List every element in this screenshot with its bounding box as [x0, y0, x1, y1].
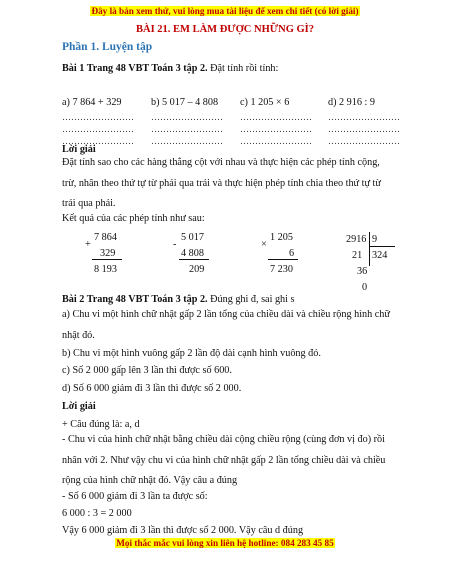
- answer-dots: ……………………: [62, 112, 134, 122]
- solution-2-explanation: - Chu vi của hình chữ nhật bằng chiều dài cộng chiều rộng (cùng đơn vị đo) rồi nhân với 2. Như vậy chu vi của hình chữ nhật gấp 2 lần tổng chiều dài và chiều rộng của hình chữ nhật đó. Vậy câu a đúng: [62, 434, 386, 486]
- answer-dots: ……………………: [62, 124, 134, 134]
- calc-b-result: 209: [189, 264, 205, 275]
- calc-c-bottom: 6: [289, 248, 295, 259]
- document-title: BÀI 21. EM LÀM ĐƯỢC NHỮNG GÌ?: [135, 24, 314, 35]
- exercise-2-heading-bold: Bài 2 Trang 48 VBT Toán 3 tập 2.: [62, 294, 208, 305]
- section-heading: Phần 1. Luyện tập: [62, 41, 153, 53]
- exercise-1-heading-bold: Bài 1 Trang 48 VBT Toán 3 tập 2.: [62, 63, 208, 74]
- calc-b-operator: -: [173, 239, 177, 250]
- calc-b-top: 5 017: [181, 232, 204, 243]
- answer-dots: ……………………: [328, 112, 400, 122]
- hotline-banner: [0, 538, 450, 548]
- exercise-2-statement-b: b) Chu vi một hình vuông gấp 2 lần độ dài cạnh hình vuông đó.: [62, 348, 321, 359]
- exercise-1-heading-text: Đặt tính rồi tính:: [207, 63, 279, 74]
- solution-1-result-intro: Kết quả của các phép tính như sau:: [62, 213, 205, 224]
- calc-a-result: 8 193: [94, 264, 117, 275]
- calc-d-divisor: 9: [372, 234, 378, 245]
- calc-a-bottom: 329: [100, 248, 116, 259]
- calc-a-rule: [92, 259, 122, 260]
- calc-c-rule: [268, 259, 298, 260]
- exercise-2-statement-d: d) Số 6 000 giảm đi 3 lần thì được số 2 000.: [62, 383, 242, 394]
- calc-a-top: 7 864: [94, 232, 117, 243]
- calc-d-remainder-3: 0: [362, 282, 368, 293]
- calc-d-divider-line: [369, 232, 370, 266]
- answer-dots: ……………………: [62, 136, 134, 146]
- preview-banner-text: Đây là bản xem thử, vui lòng mua tài liệu để xem chi tiết (có lời giải): [91, 6, 359, 16]
- solution-2-answer: + Câu đúng là: a, d: [62, 419, 140, 430]
- preview-banner: [0, 6, 450, 16]
- calc-d-dividend: 2916: [346, 234, 367, 245]
- exercise-1-item-a: a) 7 864 + 329: [62, 97, 122, 108]
- solution-2-conclusion: Vậy 6 000 giảm đi 3 lần thì được số 2 000. Vậy câu d đúng: [62, 525, 304, 536]
- solution-heading-1: Lời giải: [62, 144, 96, 155]
- answer-dots: ……………………: [151, 136, 223, 146]
- calc-a-operator: +: [85, 239, 91, 250]
- calc-b-rule: [179, 259, 209, 260]
- answer-dots: ……………………: [240, 112, 312, 122]
- answer-dots: ……………………: [328, 136, 400, 146]
- exercise-1-item-b: b) 5 017 – 4 808: [151, 97, 219, 108]
- exercise-1-item-d: d) 2 916 : 9: [328, 97, 375, 108]
- solution-2-step: - Số 6 000 giảm đi 3 lần ta được số:: [62, 491, 208, 502]
- exercise-1-heading: [62, 63, 278, 75]
- solution-2-calculation: 6 000 : 3 = 2 000: [62, 508, 132, 519]
- exercise-2-statement-a: a) Chu vi một hình chữ nhật gấp 2 lần tổng của chiều dài và chiều rộng hình chữ nhật đó.: [62, 309, 390, 341]
- exercise-2-statement-c: c) Số 2 000 gấp lên 3 lần thì được số 600.: [62, 365, 232, 376]
- exercise-2-heading-text: Đúng ghi đ, sai ghi s: [207, 294, 295, 305]
- answer-dots: ……………………: [240, 124, 312, 134]
- calc-d-remainder-2: 36: [357, 266, 368, 277]
- answer-dots: ……………………: [151, 124, 223, 134]
- answer-dots: ……………………: [328, 124, 400, 134]
- solution-1-explanation: Đặt tính sao cho các hàng thẳng cột với nhau và thực hiện các phép tính cộng, trừ, nhân theo thứ tự từ phải qua trái và thực hiện phép tính chia theo thứ tự từ trái qua phải.: [62, 157, 381, 209]
- calc-d-quotient-rule: [369, 246, 395, 247]
- calc-c-operator: ×: [261, 239, 267, 250]
- answer-dots: ……………………: [240, 136, 312, 146]
- exercise-1-item-c: c) 1 205 × 6: [240, 97, 290, 108]
- hotline-banner-text: Mọi thắc mắc vui lòng xin liên hệ hotline: 084 283 45 85: [116, 538, 334, 548]
- calc-c-top: 1 205: [270, 232, 293, 243]
- answer-dots: ……………………: [151, 112, 223, 122]
- solution-heading-2: Lời giải: [62, 401, 96, 412]
- calc-c-result: 7 230: [270, 264, 293, 275]
- calc-b-bottom: 4 808: [181, 248, 204, 259]
- calc-d-quotient: 324: [372, 250, 388, 261]
- calc-d-remainder-1: 21: [352, 250, 363, 261]
